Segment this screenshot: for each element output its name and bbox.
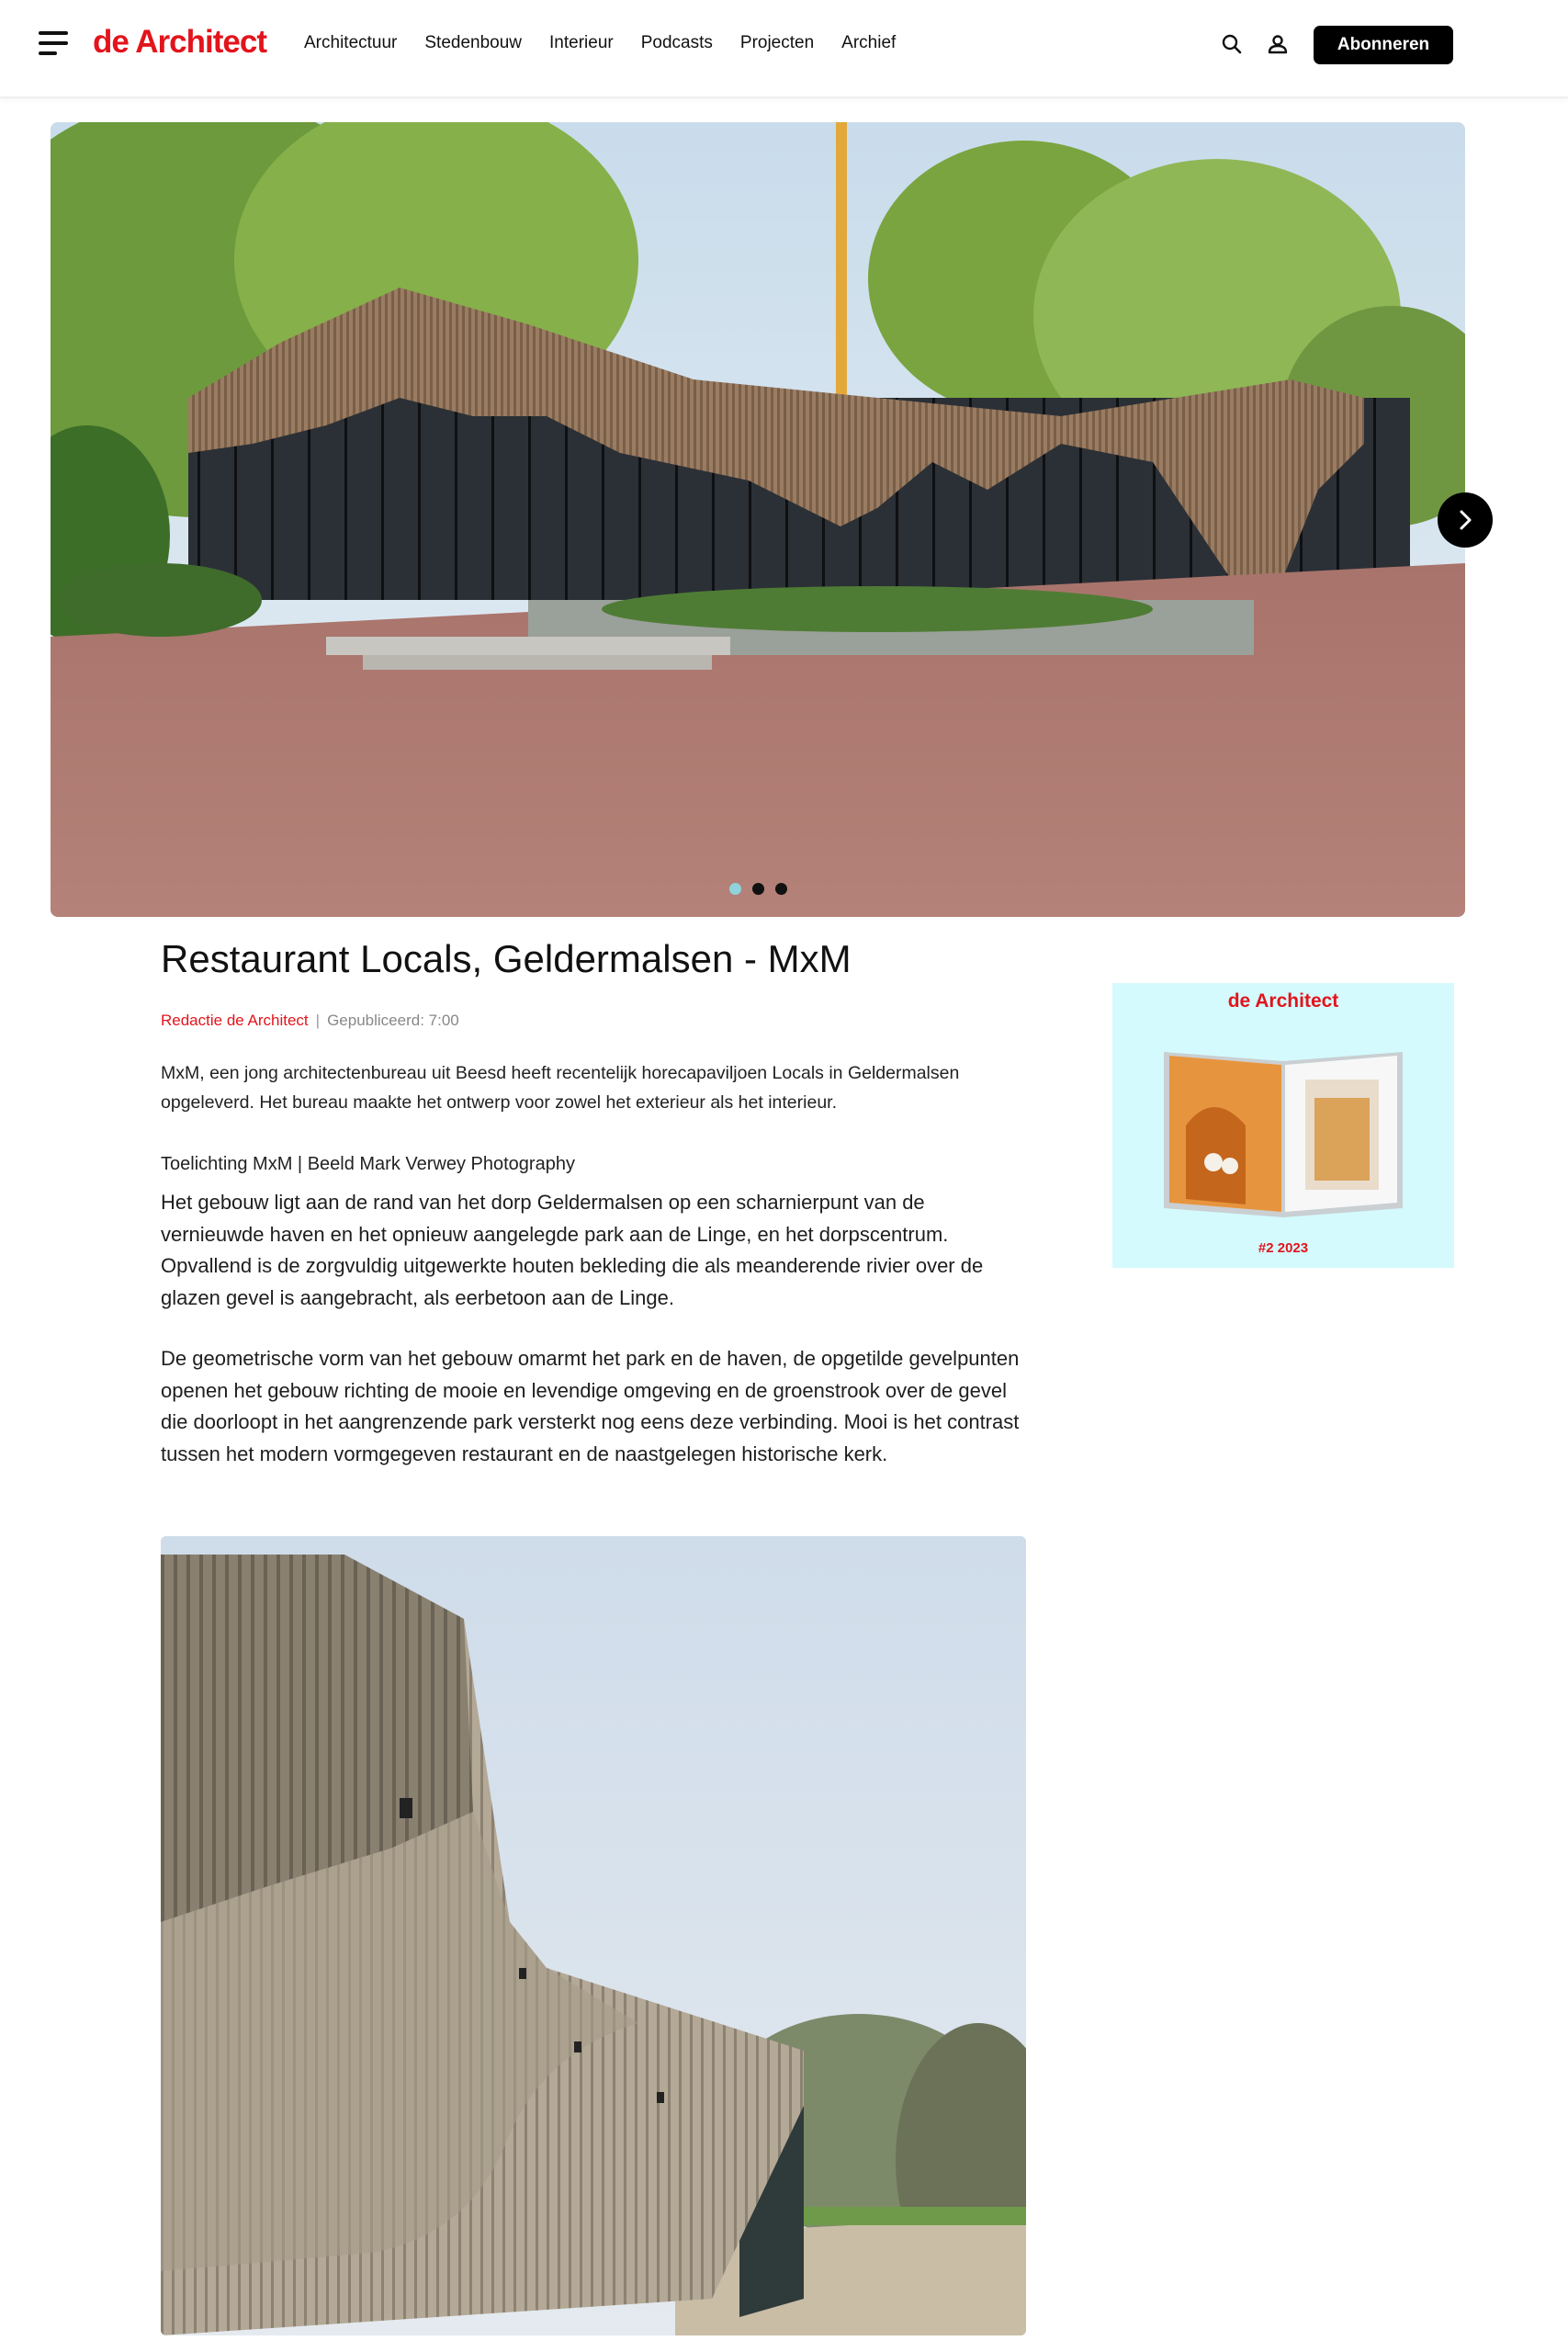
site-logo[interactable]: de Architect bbox=[93, 24, 266, 60]
main-nav bbox=[304, 33, 923, 53]
meta-separator: | bbox=[315, 1012, 321, 1029]
magazine-ad[interactable] bbox=[1112, 983, 1454, 1268]
article-meta bbox=[161, 1012, 459, 1030]
site-header bbox=[0, 0, 1568, 98]
article-photo[interactable] bbox=[161, 1536, 1026, 2335]
article-intro: MxM, een jong architectenbureau uit Beesd heeft recentelijk horecapaviljoen Locals in Geldermalsen opgeleverd. Het bureau maakte het ontwerp voor zowel het exterieur als het interieur. bbox=[161, 1063, 960, 1113]
article-credit: Toelichting MxM | Beeld Mark Verwey Photography bbox=[161, 1154, 575, 1174]
carousel-dot-2[interactable] bbox=[752, 883, 764, 895]
article-title: Restaurant Locals, Geldermalsen - MxM bbox=[161, 937, 852, 980]
search-icon[interactable] bbox=[1220, 32, 1244, 56]
nav-archief[interactable]: Archief bbox=[841, 33, 897, 52]
ad-issue: #2 2023 bbox=[1258, 1240, 1309, 1256]
article-paragraph: De geometrische vorm van het gebouw omarmt het park en de haven, de opgetilde gevelpunten openen het gebouw richting de mooie en levendige omgeving en de groenstrook over de gevel die doorloopt in het aangrenzende park versterkt nog eens deze verbinding. Mooi is het contrast tussen het modern vormgegeven restaurant en de naastgelegen historische kerk. bbox=[161, 1347, 1020, 1465]
text-fade-overlay bbox=[147, 1481, 1047, 1509]
published-date: Gepubliceerd: 7:00 bbox=[327, 1012, 459, 1029]
nav-podcasts[interactable]: Podcasts bbox=[640, 33, 713, 52]
nav-projecten[interactable]: Projecten bbox=[739, 33, 815, 52]
article-paragraph: Het gebouw ligt aan de rand van het dorp Geldermalsen op een scharnierpunt van de vernieuwde haven en het opnieuw aangelegde park aan de Linge, en het dorpscentrum. Opvallend is de zorgvuldig uitgewerkte houten bekleding die als meanderende rivier over de glazen gevel is aangebracht, als eerbetoon aan de Linge. bbox=[161, 1191, 984, 1309]
nav-stedenbouw[interactable]: Stedenbouw bbox=[424, 33, 523, 52]
nav-architectuur[interactable]: Architectuur bbox=[304, 33, 398, 52]
user-icon[interactable] bbox=[1266, 32, 1290, 56]
chevron-right-icon bbox=[1453, 508, 1477, 532]
carousel-dots bbox=[729, 883, 787, 895]
carousel-dot-1[interactable] bbox=[729, 883, 741, 895]
carousel-dot-3[interactable] bbox=[775, 883, 787, 895]
subscribe-button[interactable]: Abonneren bbox=[1314, 26, 1453, 64]
hero-carousel-image[interactable] bbox=[51, 122, 1465, 917]
magazine-cover-image bbox=[1158, 1043, 1408, 1217]
nav-interieur[interactable]: Interieur bbox=[549, 33, 614, 52]
carousel-next-button[interactable] bbox=[1438, 492, 1493, 548]
menu-icon[interactable] bbox=[39, 29, 68, 57]
article-author[interactable]: Redactie de Architect bbox=[161, 1012, 309, 1029]
ad-logo: de Architect bbox=[1227, 990, 1339, 1012]
